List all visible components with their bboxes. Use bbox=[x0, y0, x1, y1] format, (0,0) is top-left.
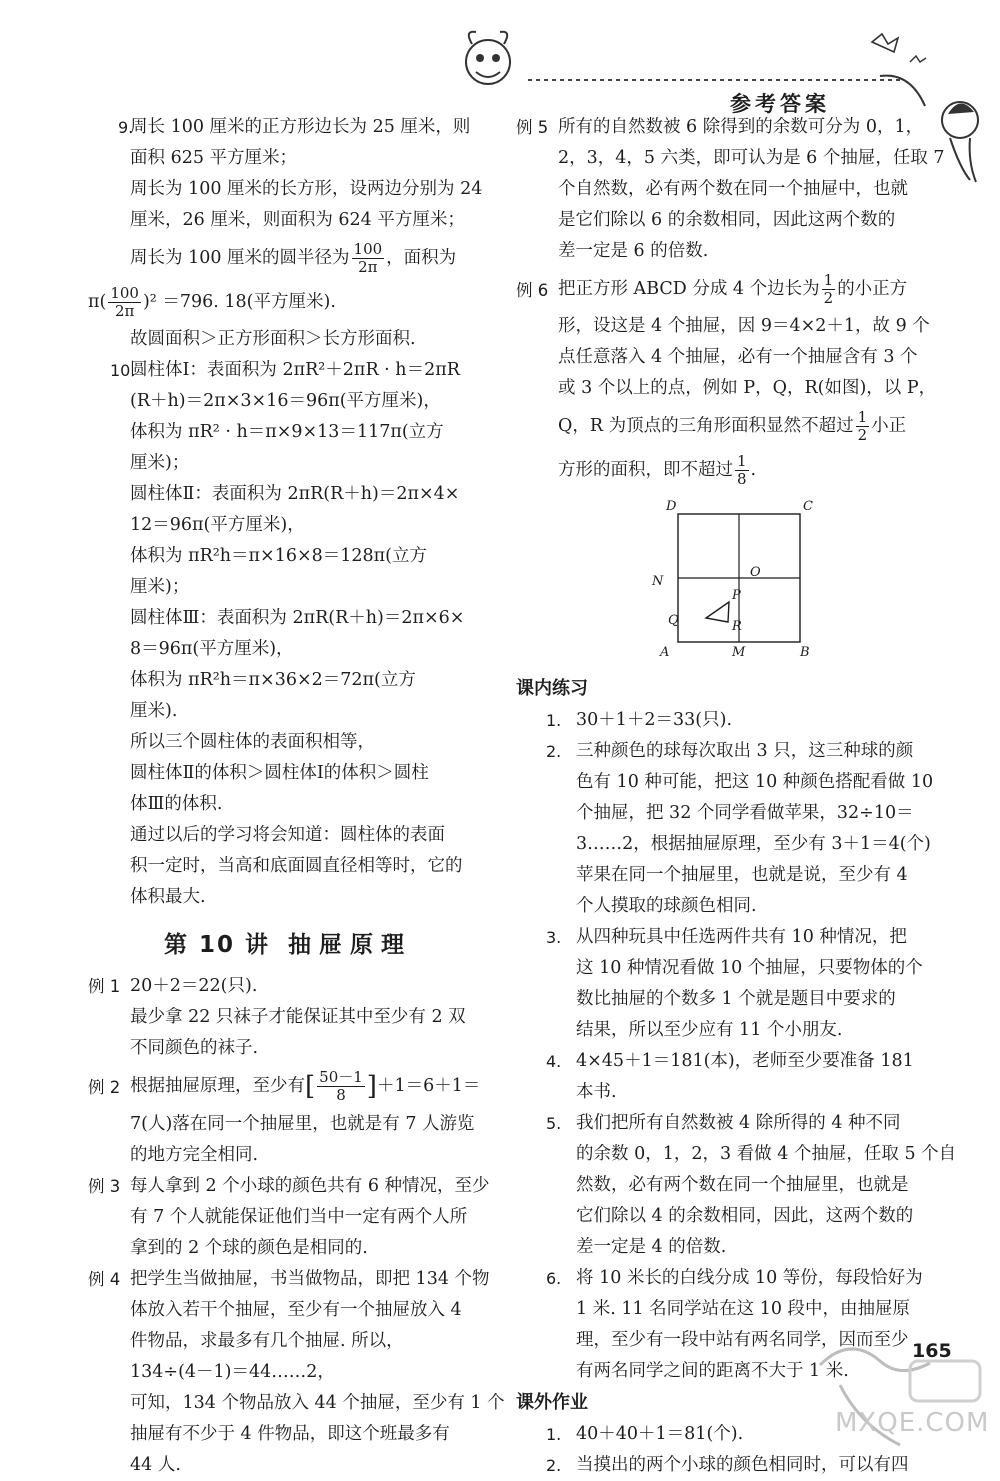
text-line: 体积最大. bbox=[130, 887, 206, 907]
exercise-item bbox=[516, 736, 934, 922]
text-line: 或 3 个以上的点，例如 P，Q，R(如图)，以 P， bbox=[558, 378, 937, 398]
text-line: 最少拿 22 只袜子才能保证其中至少有 2 双 bbox=[130, 1007, 466, 1027]
example-label: 例 6 bbox=[516, 281, 549, 300]
text-line: 圆柱体Ⅱ：表面积为 2πR(R＋h)＝2π×4× bbox=[130, 484, 460, 504]
label-A: A bbox=[660, 645, 670, 660]
text-line bbox=[130, 1064, 488, 1109]
label-N: N bbox=[652, 574, 664, 589]
label-D: D bbox=[666, 499, 677, 514]
denominator: 2π bbox=[358, 258, 378, 276]
text-line: 是它们除以 6 的余数相同，因此这两个数的 bbox=[558, 210, 896, 230]
text-line: 形，设这是 4 个抽屉，因 9＝4×2＋1，故 9 个 bbox=[558, 316, 930, 336]
example-4 bbox=[88, 1264, 505, 1481]
text-line: 20＋2＝22(只). bbox=[130, 976, 258, 996]
text-line: 所以三个圆柱体的表面积相等， bbox=[130, 732, 375, 752]
numerator: 1 bbox=[823, 271, 834, 289]
text-line: 当摸出的两个小球的颜色相同时，可以有四 bbox=[576, 1455, 909, 1475]
item-number: 2. bbox=[546, 1456, 562, 1475]
text-line: 结果，所以至少应有 11 个小朋友. bbox=[576, 1020, 843, 1040]
text-line: 周长为 100 厘米的长方形，设两边分别为 24 bbox=[130, 179, 483, 199]
text-line: 三种颜色的球每次取出 3 只，这三种球的颜 bbox=[576, 741, 914, 761]
triangle-PQR bbox=[706, 602, 729, 622]
text: 方形的面积，即不超过 bbox=[558, 460, 733, 480]
text: ，面积为 bbox=[386, 248, 457, 268]
fraction bbox=[317, 1069, 365, 1104]
text-line: 体Ⅲ的体积. bbox=[130, 794, 223, 814]
text-line: 体积为 πR² · h＝π×9×13＝117π(立方 bbox=[130, 422, 444, 442]
watermark-text: MXQE.COM bbox=[835, 1408, 990, 1438]
floor-bracket-left: [ bbox=[305, 1071, 316, 1102]
text-line: 抽屉有不少于 4 件物品，即这个班最多有 bbox=[130, 1423, 450, 1444]
section-heading-homework: 课外作业 bbox=[516, 1392, 588, 1413]
text-line: 把学生当做抽屉，书当做物品，即把 134 个物 bbox=[130, 1268, 490, 1289]
text-line: 苹果在同一个抽屉里，也就是说，至少有 4 bbox=[576, 865, 908, 885]
text: Q，R 为顶点的三角形面积显然不超过 bbox=[558, 416, 854, 436]
text-line: 故圆面积＞正方形面积＞长方形面积. bbox=[130, 329, 416, 349]
item-number: 1. bbox=[546, 711, 562, 730]
answer-10 bbox=[88, 355, 488, 913]
text-line: 圆柱体Ⅲ：表面积为 2πR(R＋h)＝2π×6× bbox=[130, 608, 465, 628]
label-R: R bbox=[732, 619, 742, 634]
exercise-item bbox=[516, 705, 926, 736]
text-line: 圆柱体Ⅱ的体积＞圆柱体Ⅰ的体积＞圆柱 bbox=[130, 763, 429, 783]
text-line bbox=[558, 267, 926, 311]
fraction bbox=[822, 272, 836, 307]
example-5 bbox=[516, 112, 945, 267]
denominator: 8 bbox=[737, 470, 747, 488]
text-line bbox=[130, 236, 488, 280]
denominator: 2 bbox=[823, 289, 834, 307]
item-number: 2. bbox=[546, 742, 562, 761]
label-P: P bbox=[732, 588, 741, 603]
example-1 bbox=[88, 971, 488, 1064]
text-line: 差一定是 4 的倍数. bbox=[576, 1237, 727, 1257]
example-label: 例 2 bbox=[88, 1078, 121, 1097]
numerator: 50－1 bbox=[319, 1068, 363, 1086]
text-line: 体积为 πR²h＝π×36×2＝72π(立方 bbox=[130, 670, 416, 690]
text-line: 40＋40＋1＝81(个). bbox=[576, 1424, 744, 1444]
text-line: 它们除以 4 的余数相同，因此，这两个数的 bbox=[576, 1206, 914, 1226]
text-line: 本书. bbox=[576, 1082, 617, 1102]
page-number: 165 bbox=[912, 1340, 952, 1362]
fraction bbox=[108, 285, 141, 320]
text: 根据抽屉原理，至少有 bbox=[130, 1076, 305, 1096]
example-6 bbox=[516, 267, 937, 492]
item-number: 10. bbox=[110, 361, 136, 380]
lecture-subtitle: 抽屉原理 bbox=[288, 932, 413, 958]
lecture-number: 第 10 讲 bbox=[164, 932, 271, 958]
text-line: 不同颜色的袜子. bbox=[130, 1038, 259, 1058]
text-line: 圆柱体Ⅰ：表面积为 2πR²＋2πR · h＝2πR bbox=[130, 360, 460, 380]
text: )² ＝796. 18(平方厘米). bbox=[142, 292, 336, 312]
text-line: 个抽屉，把 32 个同学看做苹果，32÷10＝ bbox=[576, 803, 914, 823]
exercise-item bbox=[516, 922, 926, 1046]
text-line bbox=[558, 448, 926, 492]
text-line: 拿到的 2 个球的颜色是相同的. bbox=[130, 1237, 368, 1258]
fraction bbox=[735, 453, 749, 488]
example-label: 例 1 bbox=[88, 977, 121, 996]
item-number: 1. bbox=[546, 1425, 562, 1444]
text: ＋1＝6＋1＝ bbox=[376, 1076, 481, 1096]
item-number: 4. bbox=[546, 1052, 562, 1071]
item-number: 9. bbox=[118, 118, 134, 137]
text-line: 厘米)； bbox=[130, 577, 190, 597]
text-line: 8＝96π(平方厘米)， bbox=[130, 639, 294, 659]
text-line: 44 人. bbox=[130, 1454, 181, 1475]
text-line: 厘米，26 厘米，则面积为 624 平方厘米； bbox=[130, 210, 465, 230]
text-line: 的余数 0，1，2，3 看做 4 个抽屉，任取 5 个自 bbox=[576, 1144, 957, 1164]
text-line: 有两名同学之间的距离不大于 1 米. bbox=[576, 1361, 849, 1381]
item-number: 3. bbox=[546, 928, 562, 947]
text-line: 2，3，4，5 六类，即可认为是 6 个抽屉，任取 7 bbox=[558, 148, 945, 168]
floor-bracket-right: ] bbox=[366, 1071, 377, 1102]
text-line: 这 10 种情况看做 10 个抽屉，只要物体的个 bbox=[576, 958, 923, 978]
answer-10-lines bbox=[130, 355, 488, 913]
text-line: 厘米)； bbox=[130, 453, 190, 473]
text-line: 30＋1＋2＝33(只). bbox=[576, 710, 733, 730]
example-label: 例 5 bbox=[516, 118, 549, 137]
exercise-item bbox=[516, 1108, 957, 1263]
example-label: 例 4 bbox=[88, 1269, 121, 1289]
text-line: 12＝96π(平方厘米)， bbox=[130, 515, 305, 535]
denominator: 2 bbox=[857, 426, 868, 444]
text-line: 面积 625 平方厘米； bbox=[130, 148, 298, 168]
text-line: 所有的自然数被 6 除得到的余数可分为 0，1， bbox=[558, 117, 924, 137]
text-line: 色有 10 种可能，把这 10 种颜色搭配看做 10 bbox=[576, 772, 934, 792]
denominator: 2π bbox=[114, 302, 135, 320]
answer-9 bbox=[88, 112, 488, 355]
item-number: 5. bbox=[546, 1114, 562, 1133]
fraction bbox=[856, 409, 870, 444]
text-line: 134÷(4－1)＝44……2， bbox=[130, 1361, 335, 1382]
text-line: 7(人)落在同一个抽屉里，也就是有 7 人游览 bbox=[130, 1113, 475, 1134]
section-title bbox=[164, 925, 488, 965]
text-line: 积一定时，当高和底面圆直径相等时，它的 bbox=[130, 856, 463, 876]
text-line: 数比抽屉的个数多 1 个就是题目中要求的 bbox=[576, 989, 896, 1009]
text-line: 有 7 个人就能保证他们当中一定有两个人所 bbox=[130, 1206, 468, 1227]
text: 把正方形 ABCD 分成 4 个边长为 bbox=[558, 279, 820, 299]
text-line: 然数，必有两个数在同一个抽屉里，也就是 bbox=[576, 1175, 909, 1195]
text-line bbox=[88, 280, 488, 324]
example-2 bbox=[88, 1064, 488, 1171]
text-line: 周长 100 厘米的正方形边长为 25 厘米，则 bbox=[130, 117, 471, 137]
text: 周长为 100 厘米的圆半径为 bbox=[130, 248, 350, 268]
text-line: 点任意落入 4 个抽屉，必有一个抽屉含有 3 个 bbox=[558, 347, 918, 367]
text-line: 的地方完全相同. bbox=[130, 1144, 259, 1165]
numerator: 100 bbox=[353, 240, 383, 258]
text-line: 体放入若干个抽屉，至少有一个抽屉放入 4 bbox=[130, 1299, 462, 1320]
text-line: 1 米. 11 名同学站在这 10 段中，由抽屉原 bbox=[576, 1299, 911, 1319]
text-line: 个人摸取的球颜色相同. bbox=[576, 896, 757, 916]
denominator: 8 bbox=[336, 1086, 346, 1104]
text-line: 厘米). bbox=[130, 701, 178, 721]
left-column bbox=[88, 112, 505, 1481]
label-Q: Q bbox=[668, 613, 679, 628]
example-3 bbox=[88, 1171, 488, 1264]
text-line: 体积为 πR²h＝π×16×8＝128π(立方 bbox=[130, 546, 427, 566]
header-title: 参考答案 bbox=[730, 92, 830, 116]
numerator: 1 bbox=[737, 452, 747, 470]
text: . bbox=[750, 460, 757, 480]
text-line: 我们把所有自然数被 4 除所得的 4 种不同 bbox=[576, 1113, 901, 1133]
text-line: 个自然数，必有两个数在同一个抽屉中，也就 bbox=[558, 179, 908, 199]
label-M: M bbox=[732, 645, 746, 660]
label-C: C bbox=[803, 499, 813, 514]
text: π( bbox=[88, 292, 107, 312]
text-line: 从四种玩具中任选两件共有 10 种情况，把 bbox=[576, 927, 907, 947]
text-line: 差一定是 6 的倍数. bbox=[558, 241, 709, 261]
exercise-item bbox=[516, 1046, 926, 1108]
label-B: B bbox=[800, 645, 810, 660]
text-line: 每人拿到 2 个小球的颜色共有 6 种情况，至少 bbox=[130, 1175, 490, 1196]
square-grid-figure bbox=[652, 498, 816, 660]
example-label: 例 3 bbox=[88, 1176, 121, 1196]
text-line: 将 10 米长的白线分成 10 等份，每段恰好为 bbox=[576, 1268, 923, 1288]
text: 小正 bbox=[871, 416, 907, 436]
section-heading-in-class: 课内练习 bbox=[516, 678, 588, 699]
numerator: 100 bbox=[110, 284, 139, 302]
text-line bbox=[558, 404, 926, 448]
text: 的小正方 bbox=[837, 279, 908, 299]
label-O: O bbox=[750, 565, 761, 580]
numerator: 1 bbox=[857, 408, 868, 426]
text-line: 可知，134 个物品放入 44 个抽屉，至少有 1 个 bbox=[130, 1392, 505, 1413]
text-line: 理，至少有一段中站有两名同学，因而至少 bbox=[576, 1330, 909, 1350]
item-number: 6. bbox=[546, 1269, 562, 1288]
text-line: 3……2，根据抽屉原理，至少有 3＋1＝4(个) bbox=[576, 834, 931, 854]
text-line: (R＋h)＝2π×3×16＝96π(平方厘米)， bbox=[130, 391, 441, 411]
text-line: 通过以后的学习将会知道：圆柱体的表面 bbox=[130, 825, 445, 845]
text-line: 4×45＋1＝181(本)，老师至少要准备 181 bbox=[576, 1051, 914, 1071]
text-line: 件物品，求最多有几个抽屉. 所以， bbox=[130, 1330, 404, 1351]
fraction bbox=[352, 241, 385, 276]
